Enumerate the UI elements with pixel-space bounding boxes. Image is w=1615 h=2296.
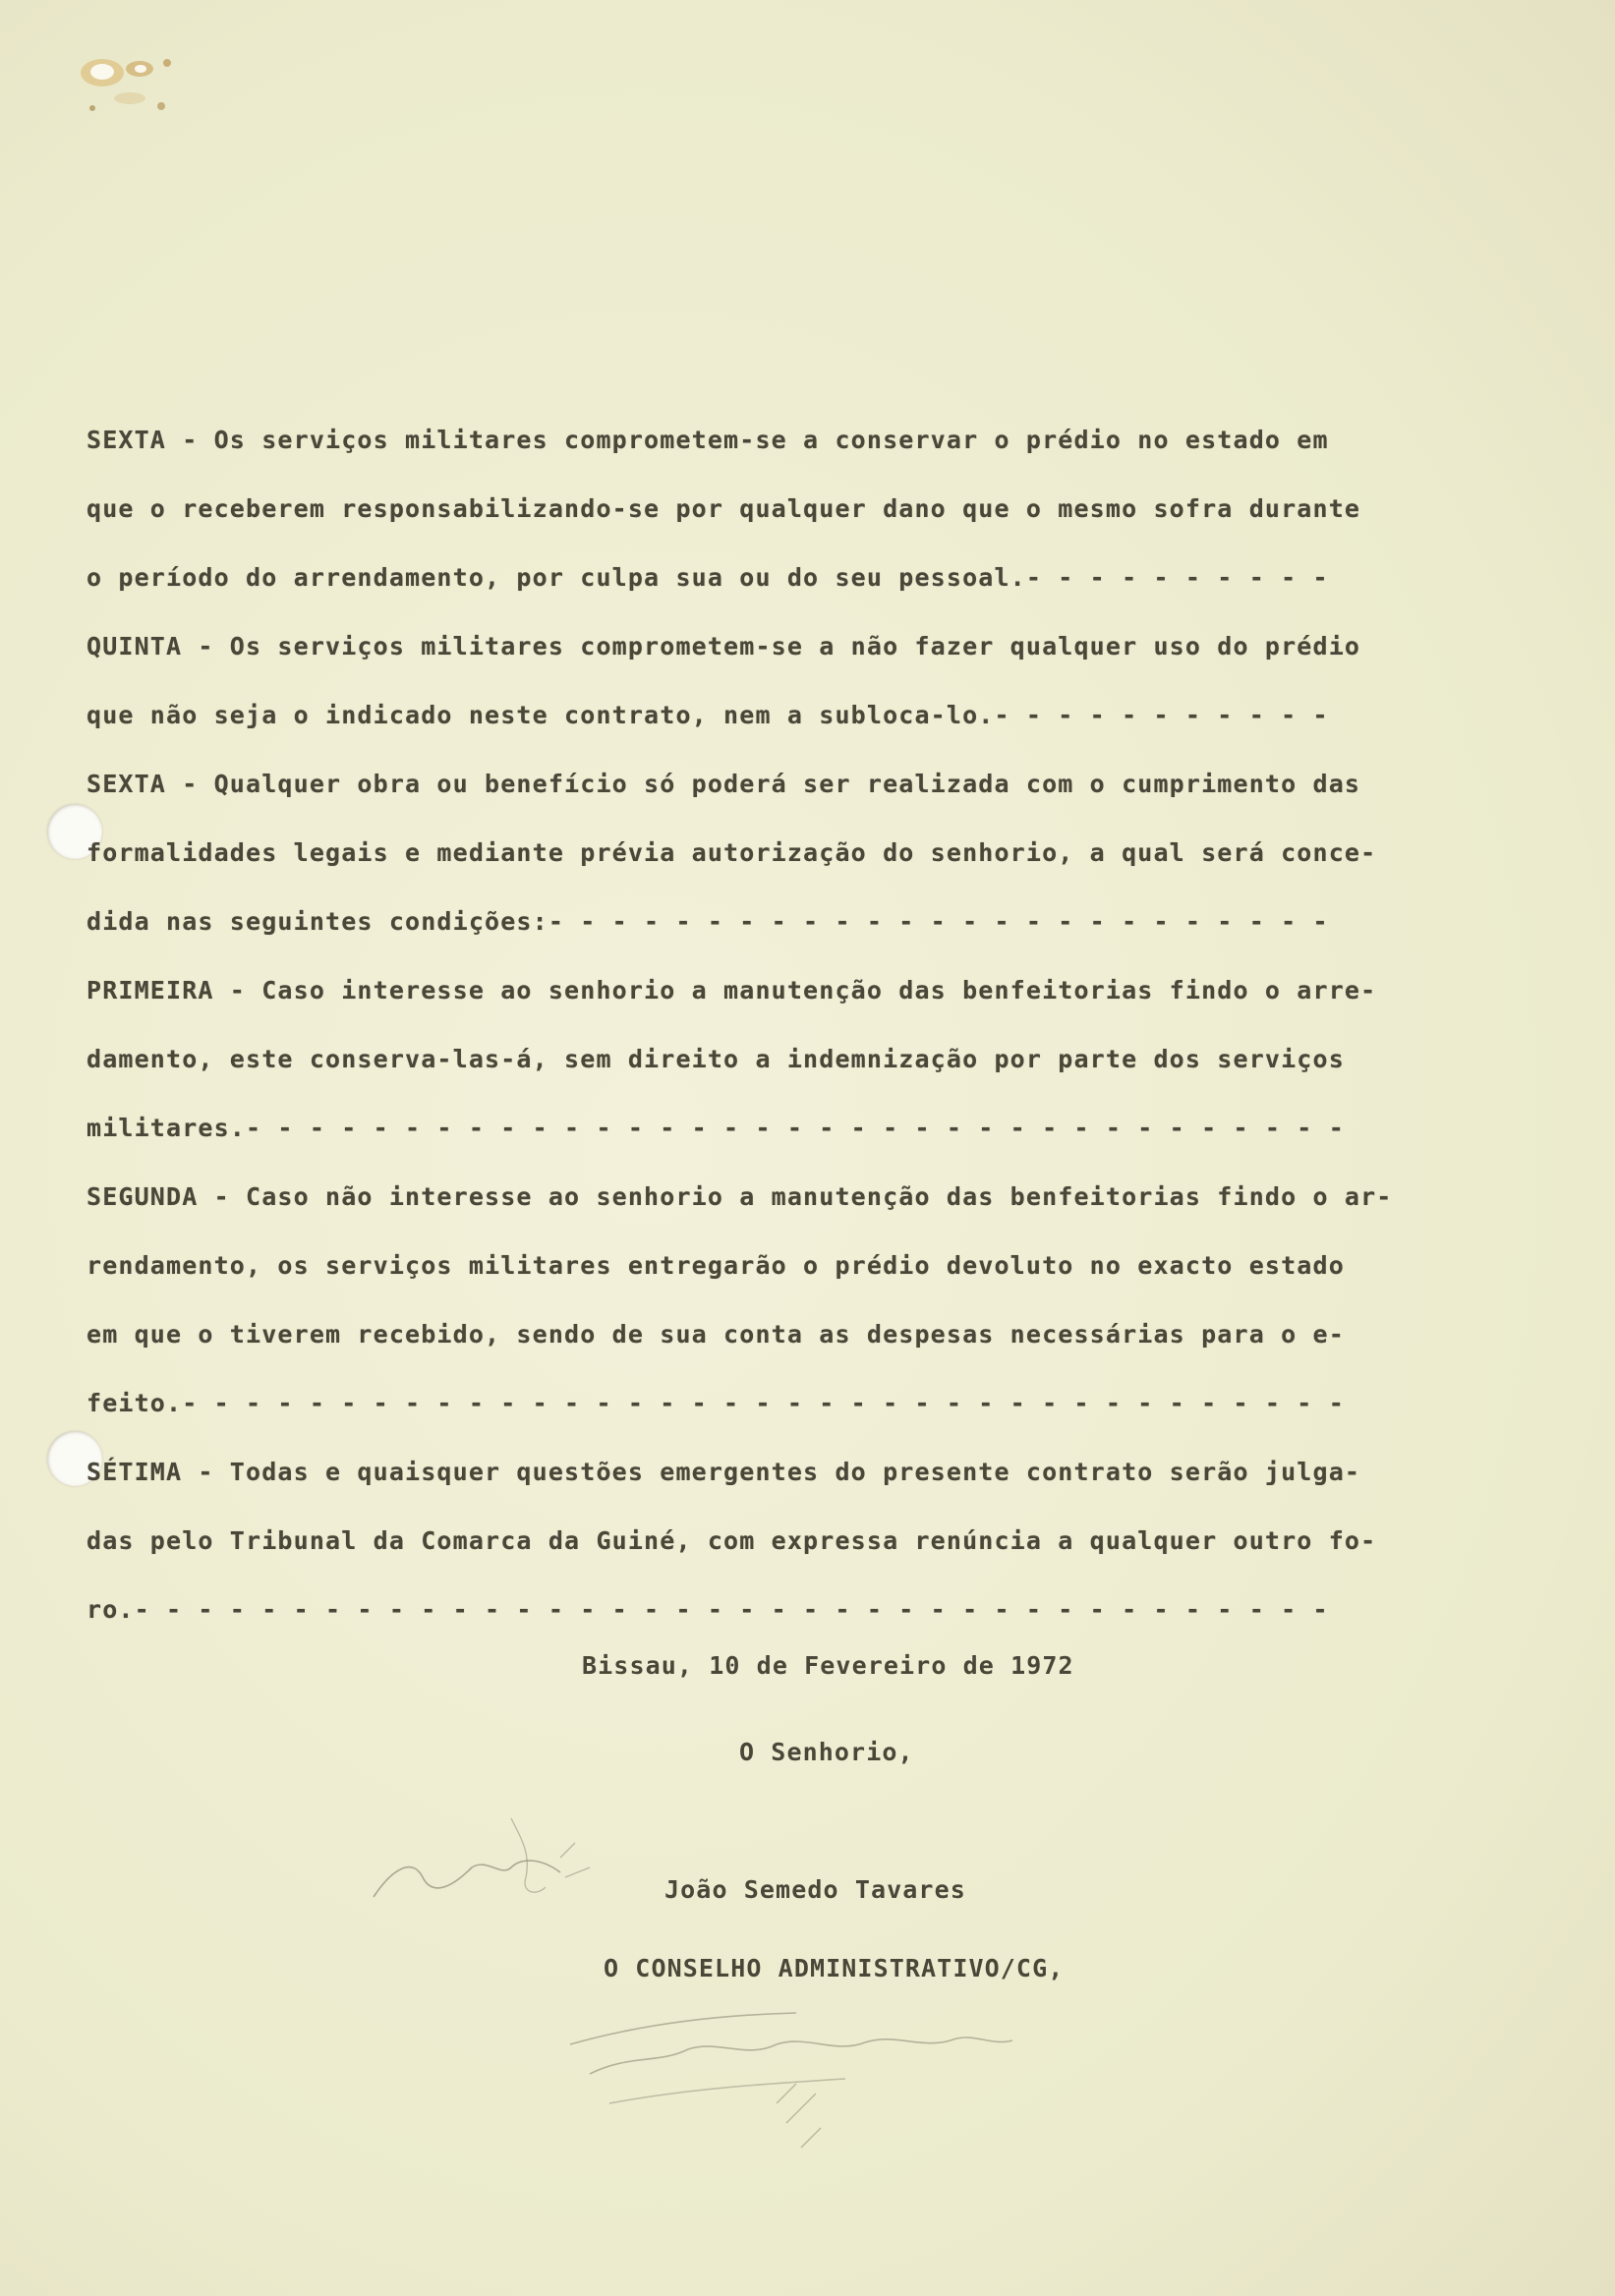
- landlord-label: O Senhorio,: [739, 1738, 914, 1766]
- body-line: feito.- - - - - - - - - - - - - - - - - - - - - - - - - - - - - - - - - - - - -: [87, 1389, 1345, 1417]
- landlord-signature: [364, 1799, 619, 1917]
- body-line: SEGUNDA - Caso não interesse ao senhorio a manutenção das benfeitorias findo o ar-: [87, 1182, 1393, 1211]
- body-line: SEXTA - Qualquer obra ou benefício só poderá ser realizada com o cumprimento das: [87, 770, 1361, 798]
- council-label: O CONSELHO ADMINISTRATIVO/CG,: [604, 1954, 1065, 1982]
- council-signature: [550, 1985, 1101, 2182]
- body-line: rendamento, os serviços militares entregarão o prédio devoluto no exacto estado: [87, 1251, 1345, 1280]
- body-line: em que o tiverem recebido, sendo de sua conta as despesas necessárias para o e-: [87, 1320, 1345, 1349]
- landlord-name: João Semedo Tavares: [664, 1875, 966, 1904]
- body-line: SÉTIMA - Todas e quaisquer questões emergentes do presente contrato serão julga-: [87, 1458, 1361, 1486]
- body-line: militares.- - - - - - - - - - - - - - - - - - - - - - - - - - - - - - - - - - -: [87, 1114, 1345, 1142]
- body-line: das pelo Tribunal da Comarca da Guiné, com expressa renúncia a qualquer outro fo-: [87, 1526, 1377, 1555]
- body-line: o período do arrendamento, por culpa sua ou do seu pessoal.- - - - - - - - - -: [87, 563, 1329, 592]
- contract-body: [87, 413, 1433, 1651]
- body-line: QUINTA - Os serviços militares comprometem-se a não fazer qualquer uso do prédio: [87, 632, 1361, 660]
- body-line: formalidades legais e mediante prévia autorização do senhorio, a qual será conce-: [87, 838, 1377, 867]
- body-line: que não seja o indicado neste contrato, nem a subloca-lo.- - - - - - - - - - -: [87, 701, 1329, 729]
- body-line: SEXTA - Os serviços militares comprometem-se a conservar o prédio no estado em: [87, 426, 1329, 454]
- burn-mark: [71, 49, 189, 128]
- body-line: ro.- - - - - - - - - - - - - - - - - - - - - - - - - - - - - - - - - - - - - -: [87, 1595, 1329, 1624]
- body-line: PRIMEIRA - Caso interesse ao senhorio a manutenção das benfeitorias findo o arre-: [87, 976, 1377, 1004]
- body-line: que o receberem responsabilizando-se por qualquer dano que o mesmo sofra durante: [87, 494, 1361, 523]
- place-date: Bissau, 10 de Fevereiro de 1972: [582, 1651, 1074, 1680]
- body-line: damento, este conserva-las-á, sem direito a indemnização por parte dos serviços: [87, 1045, 1345, 1073]
- body-line: dida nas seguintes condições:- - - - - - - - - - - - - - - - - - - - - - - - -: [87, 907, 1329, 936]
